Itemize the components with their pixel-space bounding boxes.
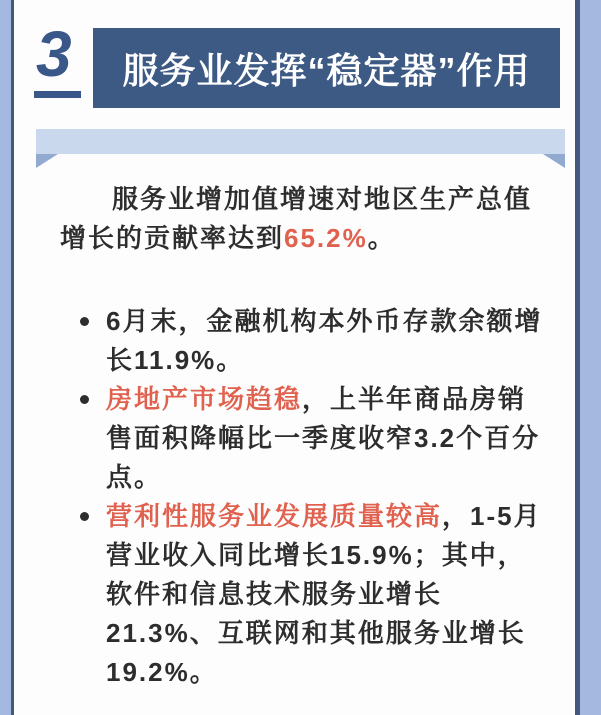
bullet-dot-icon	[80, 317, 89, 326]
ribbon-fold-right-icon	[543, 154, 565, 168]
left-outer-border	[0, 0, 11, 715]
bullet-item-finance	[106, 302, 545, 380]
intro-text-end: 。	[367, 223, 396, 253]
ribbon-banner	[36, 129, 565, 154]
right-outer-border	[580, 0, 601, 715]
intro-text: 服务业增加值增速对地区生产总值增长的贡献率达到	[60, 184, 533, 253]
bullet-lead: 营利性服务业发展质量较高	[106, 501, 443, 531]
section-number: 3	[36, 18, 72, 90]
left-inner-border	[11, 0, 14, 715]
ribbon-fold-left-icon	[36, 154, 58, 168]
section-body	[60, 168, 545, 692]
bullet-text: 6月末，金融机构本外币存款余额增长11.9%。	[106, 306, 543, 375]
bullet-item-profit-services	[106, 497, 545, 692]
intro-paragraph	[60, 180, 545, 258]
bullet-item-real-estate	[106, 380, 545, 497]
bullet-dot-icon	[80, 512, 89, 521]
section-title: 服务业发挥“稳定器”作用	[122, 49, 531, 91]
bullet-lead: 房地产市场趋稳	[106, 384, 303, 414]
bullet-text: ，1-5月营业收入同比增长15.9%；其中，软件和信息技术服务业增长21.3%、互联网和其他服务业增长19.2%。	[106, 501, 542, 687]
bullet-list	[60, 302, 545, 692]
bullet-text: ，上半年商品房销售面积降幅比一季度收窄3.2个百分点。	[106, 384, 541, 492]
intro-highlight-value: 65.2%	[284, 223, 368, 253]
section-title-banner	[93, 28, 560, 108]
section-number-underline	[34, 91, 81, 98]
bullet-dot-icon	[80, 395, 89, 404]
